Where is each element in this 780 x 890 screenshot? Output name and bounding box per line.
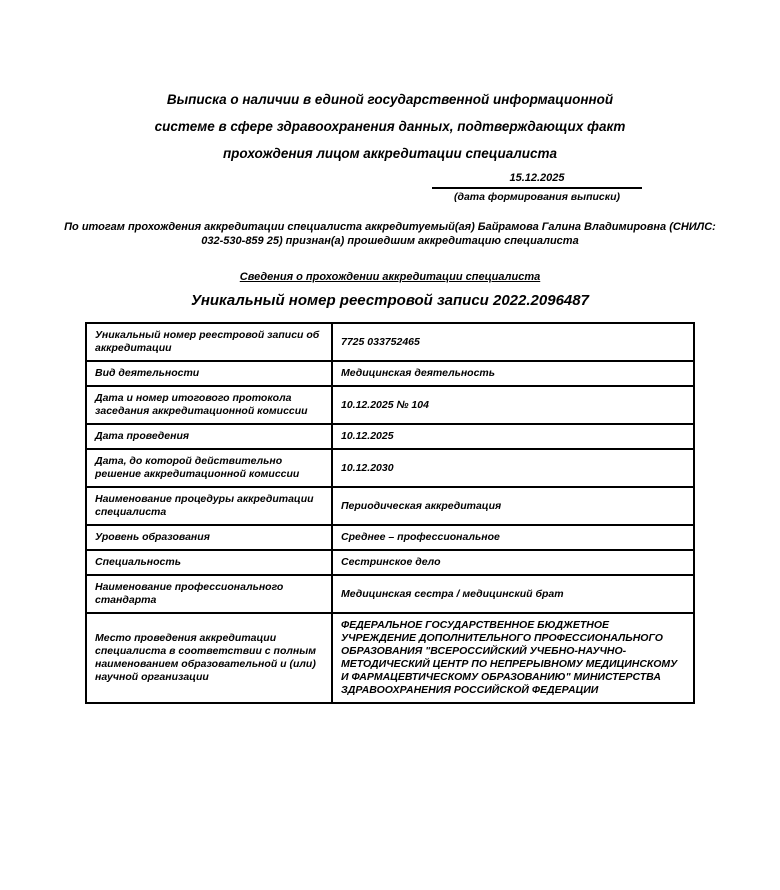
registry-number-heading: Уникальный номер реестровой записи 2022.2096487 [191, 292, 589, 309]
row-label: Место проведения аккредитации специалиста в соответствии с полным наименованием образовательной и (или) научной организации [86, 613, 332, 703]
table-row [86, 361, 694, 386]
row-value: Сестринское дело [332, 550, 694, 575]
document-title [70, 0, 710, 167]
table-row [86, 386, 694, 424]
row-label: Уровень образования [86, 525, 332, 550]
row-label: Уникальный номер реестровой записи об аккредитации [86, 323, 332, 361]
table-row [86, 525, 694, 550]
row-label: Дата проведения [86, 424, 332, 449]
row-label: Дата, до которой действительно решение аккредитационной комиссии [86, 449, 332, 487]
row-value: 10.12.2030 [332, 449, 694, 487]
accreditation-table [85, 322, 695, 704]
row-label: Наименование профессионального стандарта [86, 575, 332, 613]
row-value: Среднее – профессиональное [332, 525, 694, 550]
table-row [86, 449, 694, 487]
table-row [86, 424, 694, 449]
table-row [86, 323, 694, 361]
row-label: Специальность [86, 550, 332, 575]
table-row [86, 575, 694, 613]
formation-date-value: 15.12.2025 [432, 172, 642, 189]
table-row [86, 487, 694, 525]
row-value: 10.12.2025 [332, 424, 694, 449]
row-value: 7725 033752465 [332, 323, 694, 361]
table-row [86, 550, 694, 575]
document-title-line: прохождения лицом аккредитации специалиста [222, 146, 558, 161]
section-heading: Сведения о прохождении аккредитации специалиста [239, 271, 541, 283]
table-row [86, 613, 694, 703]
row-value: Периодическая аккредитация [332, 487, 694, 525]
row-value: Медицинская сестра / медицинский брат [332, 575, 694, 613]
row-value: ФЕДЕРАЛЬНОЕ ГОСУДАРСТВЕННОЕ БЮДЖЕТНОЕ УЧРЕЖДЕНИЕ ДОПОЛНИТЕЛЬНОГО ПРОФЕССИОНАЛЬНОГО ОБРАЗОВАНИЯ "ВСЕРОССИЙСКИЙ УЧЕБНО-НАУЧНО-МЕТОДИЧЕСКИЙ ЦЕНТР ПО НЕПРЕРЫВНОМУ МЕДИЦИНСКОМУ И ФАРМАЦЕВТИЧЕСКОМУ ОБРАЗОВАНИЮ" МИНИСТЕРСТВА ЗДРАВООХРАНЕНИЯ РОССИЙСКОЙ ФЕДЕРАЦИИ [332, 613, 694, 703]
intro-paragraph: По итогам прохождения аккредитации специалиста аккредитуемый(ая) Байрамова Галина Владимировна (СНИЛС: 032-530-859 25) признан(а) прошедшим аккредитацию специалиста [64, 221, 716, 247]
row-value: Медицинская деятельность [332, 361, 694, 386]
formation-date-caption: (дата формирования выписки) [453, 191, 621, 203]
document-title-line: Выписка о наличии в единой государственной информационной [166, 92, 614, 107]
formation-date-block [432, 172, 642, 203]
document-title-line: системе в сфере здравоохранения данных, подтверждающих факт [154, 119, 626, 134]
row-value: 10.12.2025 № 104 [332, 386, 694, 424]
row-label: Вид деятельности [86, 361, 332, 386]
row-label: Наименование процедуры аккредитации специалиста [86, 487, 332, 525]
row-label: Дата и номер итогового протокола заседания аккредитационной комиссии [86, 386, 332, 424]
